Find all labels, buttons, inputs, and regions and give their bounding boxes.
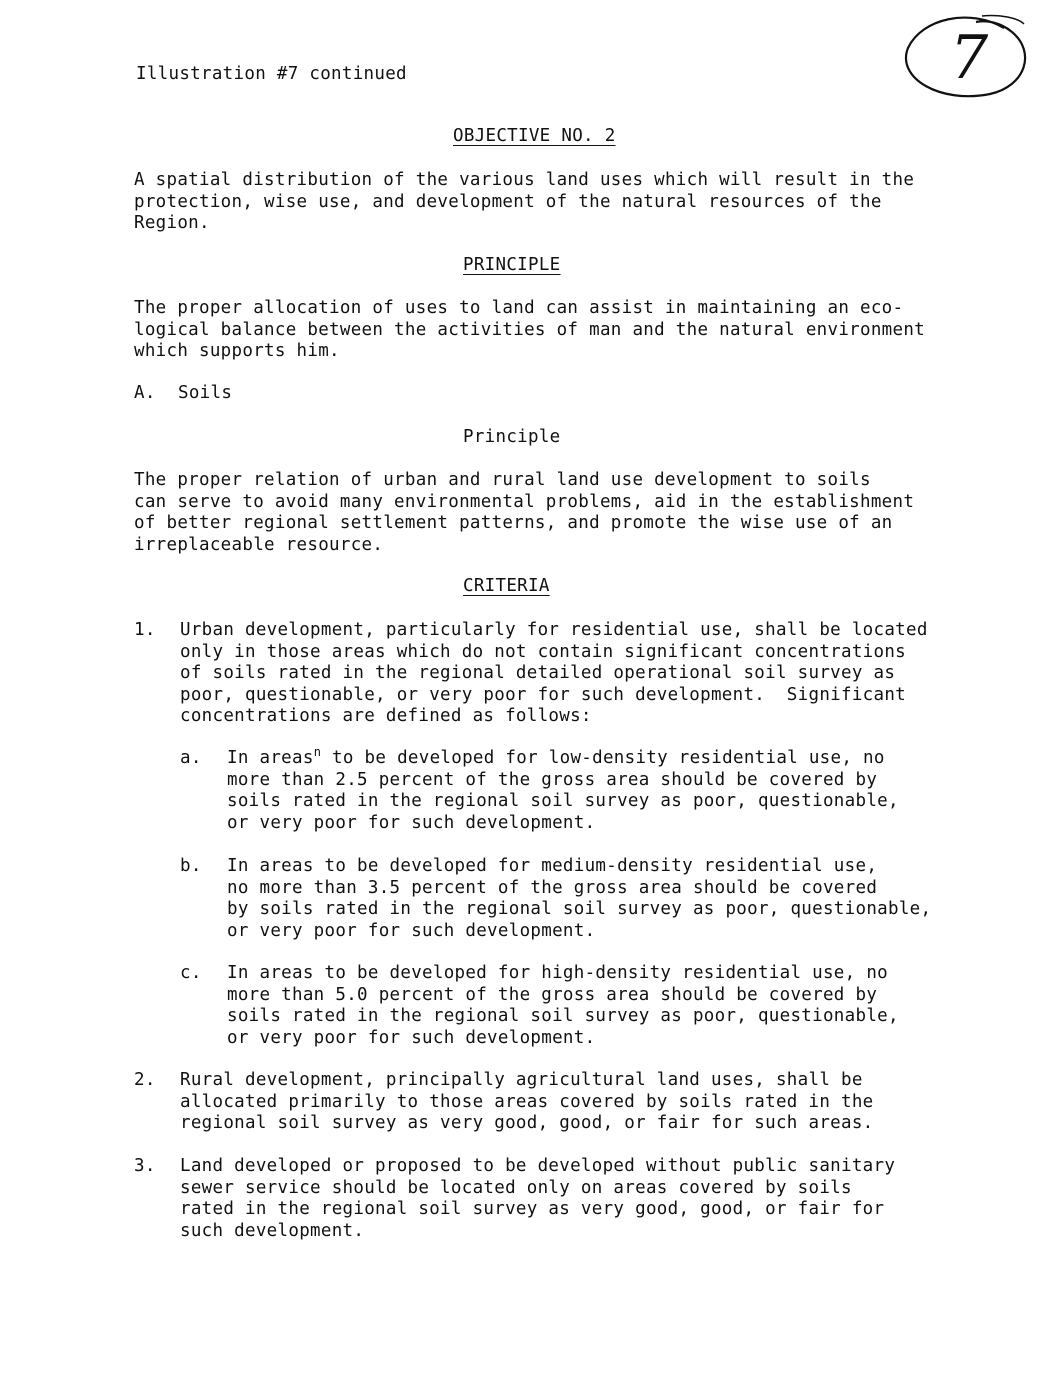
text-line: more than 2.5 percent of the gross area should be covered by bbox=[227, 769, 878, 790]
text-line: Land developed or proposed to be developed without public sanitary bbox=[180, 1156, 896, 1176]
text-line: of soils rated in the regional detailed operational soil survey as bbox=[180, 663, 896, 683]
text-line: poor, questionable, or very poor for such development. Significant bbox=[180, 684, 907, 705]
text-line: no more than 3.5 percent of the gross area should be covered bbox=[227, 877, 878, 898]
text-line: or very poor for such development. bbox=[227, 812, 596, 833]
criterion-1-marker: 1. bbox=[134, 620, 156, 640]
text-fragment: to be developed for low-density residential use, no bbox=[321, 748, 885, 768]
text-line: of better regional settlement patterns, and promote the wise use of an bbox=[134, 513, 893, 533]
objective-heading: OBJECTIVE NO. 2 bbox=[453, 126, 616, 146]
criteria-heading: CRITERIA bbox=[463, 576, 550, 596]
text-line: Urban development, particularly for residential use, shall be located bbox=[180, 620, 928, 640]
handwritten-circle-icon bbox=[900, 12, 1032, 100]
text-line: Region. bbox=[134, 213, 210, 233]
criterion-3-marker: 3. bbox=[134, 1156, 156, 1176]
text-line: logical balance between the activities of man and the natural environment bbox=[134, 319, 926, 340]
principle-heading: PRINCIPLE bbox=[463, 255, 561, 275]
criterion-1c-text bbox=[227, 963, 899, 1049]
section-a-title: Soils bbox=[178, 383, 233, 403]
text-line: which supports him. bbox=[134, 341, 340, 361]
criterion-1a-text bbox=[227, 745, 899, 834]
section-a-subheading: Principle bbox=[463, 427, 561, 447]
criterion-1-text bbox=[180, 620, 928, 728]
text-line: The proper allocation of uses to land can assist in maintaining an eco- bbox=[134, 298, 904, 318]
text-line: protection, wise use, and development of the natural resources of the bbox=[134, 191, 882, 212]
objective-text bbox=[134, 170, 914, 235]
text-line: by soils rated in the regional soil survey as poor, questionable, bbox=[227, 899, 932, 919]
text-line: Rural development, principally agricultural land uses, shall be bbox=[180, 1070, 863, 1090]
text-line: allocated primarily to those areas covered by soils rated in the bbox=[180, 1091, 874, 1112]
criterion-1b-marker: b. bbox=[180, 856, 202, 876]
page-number-mark bbox=[900, 12, 1032, 100]
text-line: concentrations are defined as follows: bbox=[180, 706, 592, 726]
text-line: more than 5.0 percent of the gross area should be covered by bbox=[227, 984, 878, 1005]
page-mark-digit: 7 bbox=[950, 23, 989, 93]
criterion-3-text bbox=[180, 1156, 895, 1242]
text-line: irreplaceable resource. bbox=[134, 534, 384, 555]
text-line: such development. bbox=[180, 1220, 365, 1241]
text-line: In areas to be developed for high-density residential use, no bbox=[227, 963, 888, 983]
text-line: or very poor for such development. bbox=[227, 920, 596, 941]
principle-text bbox=[134, 298, 925, 363]
text-line bbox=[227, 745, 899, 770]
criterion-1a-marker: a. bbox=[180, 748, 202, 768]
section-a-text bbox=[134, 470, 914, 556]
text-line: can serve to avoid many environmental problems, aid in the establishment bbox=[134, 491, 915, 512]
criterion-2-text bbox=[180, 1070, 874, 1135]
text-line: A spatial distribution of the various land uses which will result in the bbox=[134, 170, 915, 190]
criterion-1c-marker: c. bbox=[180, 963, 202, 983]
text-line: regional soil survey as very good, good, or fair for such areas. bbox=[180, 1113, 874, 1133]
footnote-marker: n bbox=[313, 745, 322, 760]
criterion-1b-text bbox=[227, 856, 931, 942]
text-line: only in those areas which do not contain significant concentrations bbox=[180, 641, 907, 662]
text-fragment: In areas bbox=[227, 748, 314, 768]
text-line: sewer service should be located only on areas covered by soils bbox=[180, 1177, 852, 1198]
text-line: In areas to be developed for medium-density residential use, bbox=[227, 856, 878, 876]
text-line: The proper relation of urban and rural land use development to soils bbox=[134, 470, 871, 490]
text-line: or very poor for such development. bbox=[227, 1027, 596, 1048]
text-line: rated in the regional soil survey as very good, good, or fair for bbox=[180, 1199, 885, 1219]
text-line: soils rated in the regional soil survey as poor, questionable, bbox=[227, 1006, 899, 1026]
running-title: Illustration #7 continued bbox=[136, 64, 407, 84]
criterion-2-marker: 2. bbox=[134, 1070, 156, 1090]
section-a-marker: A. bbox=[134, 383, 156, 403]
text-line: soils rated in the regional soil survey as poor, questionable, bbox=[227, 791, 899, 811]
